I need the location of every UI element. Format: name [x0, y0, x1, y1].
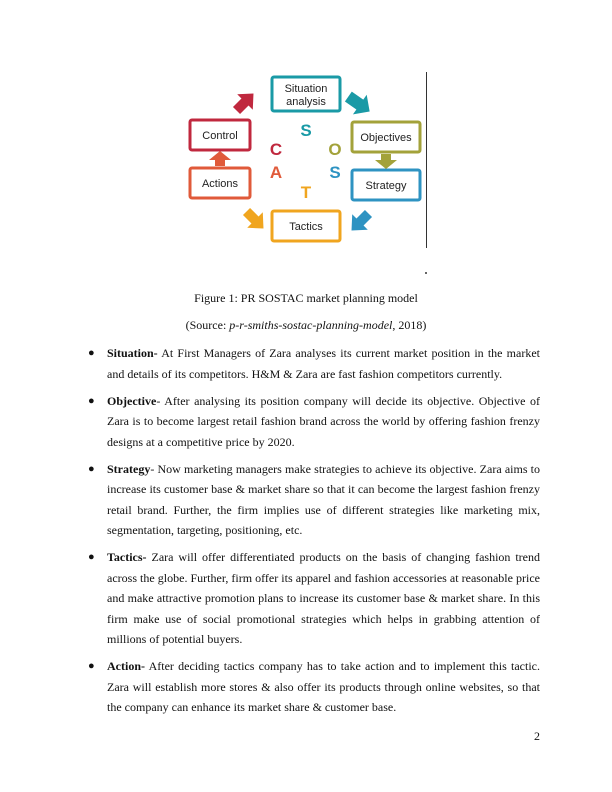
letter-o: O	[328, 140, 342, 159]
control-label: Control	[202, 130, 238, 142]
arrow-control-situation	[229, 86, 262, 119]
bullet-tactics	[88, 547, 540, 650]
bullet-icon: ●	[88, 347, 95, 359]
bullet-term: Situation-	[107, 346, 158, 360]
bullet-icon: ●	[88, 462, 95, 475]
situation-label-1: Situation	[284, 83, 328, 95]
arrow-actions-control	[209, 151, 231, 166]
source-suffix: , 2018)	[392, 318, 427, 332]
bullet-term: Tactics-	[107, 550, 147, 564]
strategy-label: Strategy	[365, 180, 407, 192]
figure-vertical-rule	[426, 72, 427, 248]
bullet-text: - Now marketing managers make strategies to achieve its objective. Zara aims to increase its customer base & market share so that it can become the largest fashion frenzy retail brand. Further, the firm implies use of different strategies like marketing mix, segmentation, targeting, positioning, etc.	[107, 461, 540, 537]
bullet-action	[88, 656, 540, 718]
bullet-situation	[88, 343, 540, 384]
actions-label: Actions	[201, 178, 239, 190]
letter-a: A	[269, 163, 283, 182]
source-link-text: p-r-smiths-sostac-planning-model	[229, 318, 393, 332]
bullet-icon: ●	[88, 660, 95, 672]
arrow-objectives-strategy	[375, 154, 397, 169]
bullet-text: At First Managers of Zara analyses its current market position in the market and details of its competitors. H&M & Zara are fast fashion competitors currently.	[107, 346, 540, 381]
figure-caption: Figure 1: PR SOSTAC market planning model	[194, 291, 418, 305]
tactics-label: Tactics	[289, 221, 323, 233]
bullet-text: After deciding tactics company has to take action and to implement this tactic. Zara will establish more stores & also offer its products through online websites, so that the company can enhance its market share & customer base.	[107, 659, 540, 714]
figure-dot	[425, 272, 427, 274]
arrow-tactics-actions	[239, 204, 272, 237]
letter-s1: S	[300, 121, 312, 140]
situation-label-2: analysis	[286, 96, 326, 108]
bullet-term: Strategy	[107, 461, 151, 476]
bullet-icon: ●	[88, 551, 95, 563]
bullet-term: Objective	[107, 393, 157, 408]
arrow-strategy-tactics	[344, 206, 377, 239]
bullet-icon: ●	[88, 394, 95, 407]
sostac-diagram	[180, 70, 430, 280]
figure-source	[0, 318, 612, 333]
arrow-situation-objectives	[341, 87, 376, 122]
letter-t: T	[300, 183, 312, 202]
letter-s2: S	[329, 163, 341, 182]
letter-c: C	[269, 140, 283, 159]
source-prefix: (Source:	[185, 318, 230, 332]
bullet-strategy	[88, 459, 540, 541]
bullet-objective	[88, 391, 540, 453]
sostac-bullet-list	[88, 343, 540, 724]
objectives-label: Objectives	[360, 132, 412, 144]
page-number: 2	[534, 729, 540, 743]
bullet-text: Zara will offer differentiated products on the basis of changing fashion trend across the globe. Further, firm offer its apparel and fashion accessories at reasonable price and make attractive promotion plans to increase its customer base & market share. In this firm make use of social promotional strategies which helps in grabbing attention of millions of potential buyers.	[107, 550, 540, 646]
bullet-text: - After analysing its position company will decide its objective. Objective of Zara is to become largest retail fashion brand across the world by offering fashion frenzy designs at a competitive price by 2020.	[107, 393, 540, 449]
bullet-term: Action-	[107, 659, 145, 673]
